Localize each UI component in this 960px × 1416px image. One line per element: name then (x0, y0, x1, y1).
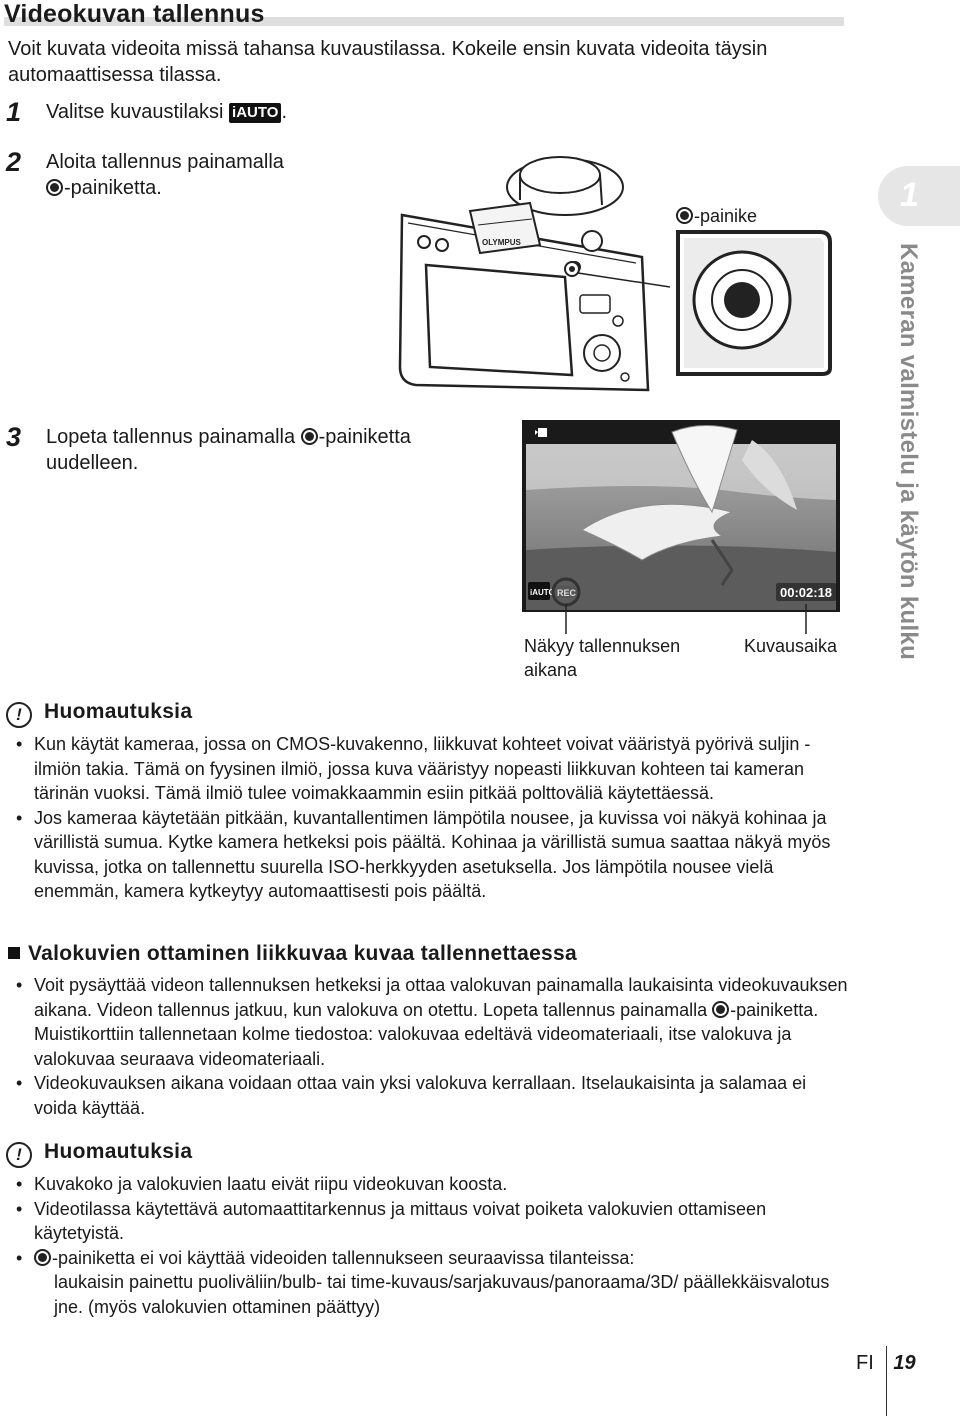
step-2-number: 2 (6, 147, 22, 177)
list-item: • Videokuvauksen aikana voidaan ottaa vain yksi valokuva kerrallaan. Itselaukaisinta ja salamaa ei voida käyttää. (8, 1071, 848, 1120)
notes-list-2 (8, 1172, 848, 1319)
movie-record-icon (301, 428, 318, 445)
notes-heading-2: ! Huomautuksia (6, 1140, 192, 1168)
list-item: • Kuvakoko ja valokuvien laatu eivät riipu videokuvan koosta. (8, 1172, 848, 1197)
page-title: Videokuvan tallennus (4, 0, 265, 28)
list-item: • Voit pysäyttää videon tallennuksen hetkeksi ja ottaa valokuvan painamalla laukaisinta videokuvauksen aikana. Videon tallennus jatkuu, kun valokuva on otettu. Lopeta tallennus painamalla -painiketta. Muistikorttiin tallennetaan kolme tiedostoa: valokuvaa edeltävä videomateriaali, itse valokuva ja valokuvaa seuraava videomateriaali. (8, 973, 848, 1071)
intro-text: Voit kuvata videoita missä tahansa kuvaustilassa. Kokeile ensin kuvata videoita täysin automaattisessa tilassa. (8, 38, 768, 86)
list-item: • Videotilassa käytettävä automaattitarkennus ja mittaus voivat poiketa valokuvien ottamiseen käytetyistä. (8, 1197, 848, 1246)
step-1-number: 1 (6, 97, 22, 127)
list-item: • Kun käytät kameraa, jossa on CMOS-kuvakenno, liikkuvat kohteet voivat vääristyä pyörivä suljin -ilmiön takia. Tämä on fyysinen ilmiö, jossa kuva vääristyy nopeasti liikkuvan kohteen tai kameran tärinän vuoksi. Tämä ilmiö tulee voimakkaammin esiin pitkää polttoväliä käytettäessä. (8, 732, 848, 806)
screen-rec-text: REC (557, 588, 577, 598)
step-3-number: 3 (6, 422, 22, 452)
step-1-text: Valitse kuvaustilaksi iAUTO . (46, 101, 288, 123)
section-list (8, 973, 848, 1120)
list-item: • -painiketta ei voi käyttää videoiden tallennukseen seuraavissa tilanteissa: laukaisin painettu puoliväliin/bulb- tai time-kuvaus/sarjakuvaus/panoraama/3D/ päällekkäisvalotus jne. (myös valokuvien ottaminen päättyy) (8, 1246, 848, 1320)
movie-record-icon (46, 179, 63, 196)
page-number: 19 (893, 1352, 916, 1374)
language-code: FI (856, 1352, 874, 1374)
list-item: • Jos kameraa käytetään pitkään, kuvantallentimen lämpötila nousee, ja kuvissa voi näkyä kohinaa ja värillistä sumua. Kytke kamera hetkeksi pois päältä. Kohinaa ja värillistä sumua saattaa näkyä myös kuvissa, jotka on tallennettu suurella ISO-herkkyyden asetuksella. Jos lämpötila nousee vielä enemmän, kamera kytkeytyy automaattisesti pois päältä. (8, 806, 848, 904)
movie-record-icon (34, 1249, 51, 1266)
iauto-icon: iAUTO (229, 103, 281, 123)
caution-icon: ! (6, 702, 32, 728)
section-heading: Valokuvien ottaminen liikkuvaa kuvaa tallennettaessa (8, 942, 577, 966)
chapter-title: Kameran valmistelu ja käytön kulku (895, 243, 922, 661)
recording-screen-image (522, 420, 840, 612)
camera-back-illustration (380, 145, 680, 410)
step-2-text: Aloita tallennus painamalla -painiketta. (46, 151, 284, 199)
movie-button-zoom (670, 228, 836, 378)
brand-logo: OLYMPUS (482, 238, 521, 247)
chapter-tab (878, 166, 960, 226)
caution-icon: ! (6, 1142, 32, 1168)
screen-mode-text: iAUTO (530, 588, 555, 597)
movie-record-icon (676, 207, 693, 224)
screen-time-text: 00:02:18 (780, 585, 833, 600)
movie-button-label: -painike (676, 204, 757, 228)
chapter-number: 1 (900, 176, 919, 214)
notes-heading-1: ! Huomautuksia (6, 700, 192, 728)
notes-list-1 (8, 732, 848, 904)
label-recording-time: Kuvausaika (744, 636, 838, 656)
movie-record-icon (712, 1001, 729, 1018)
label-shown-while-recording: Näkyy tallennuksen aikana (524, 636, 681, 680)
step-3-text: Lopeta tallennus painamalla -painiketta uudelleen. (46, 426, 411, 474)
page-footer (856, 1352, 916, 1375)
square-bullet-icon (8, 947, 20, 959)
